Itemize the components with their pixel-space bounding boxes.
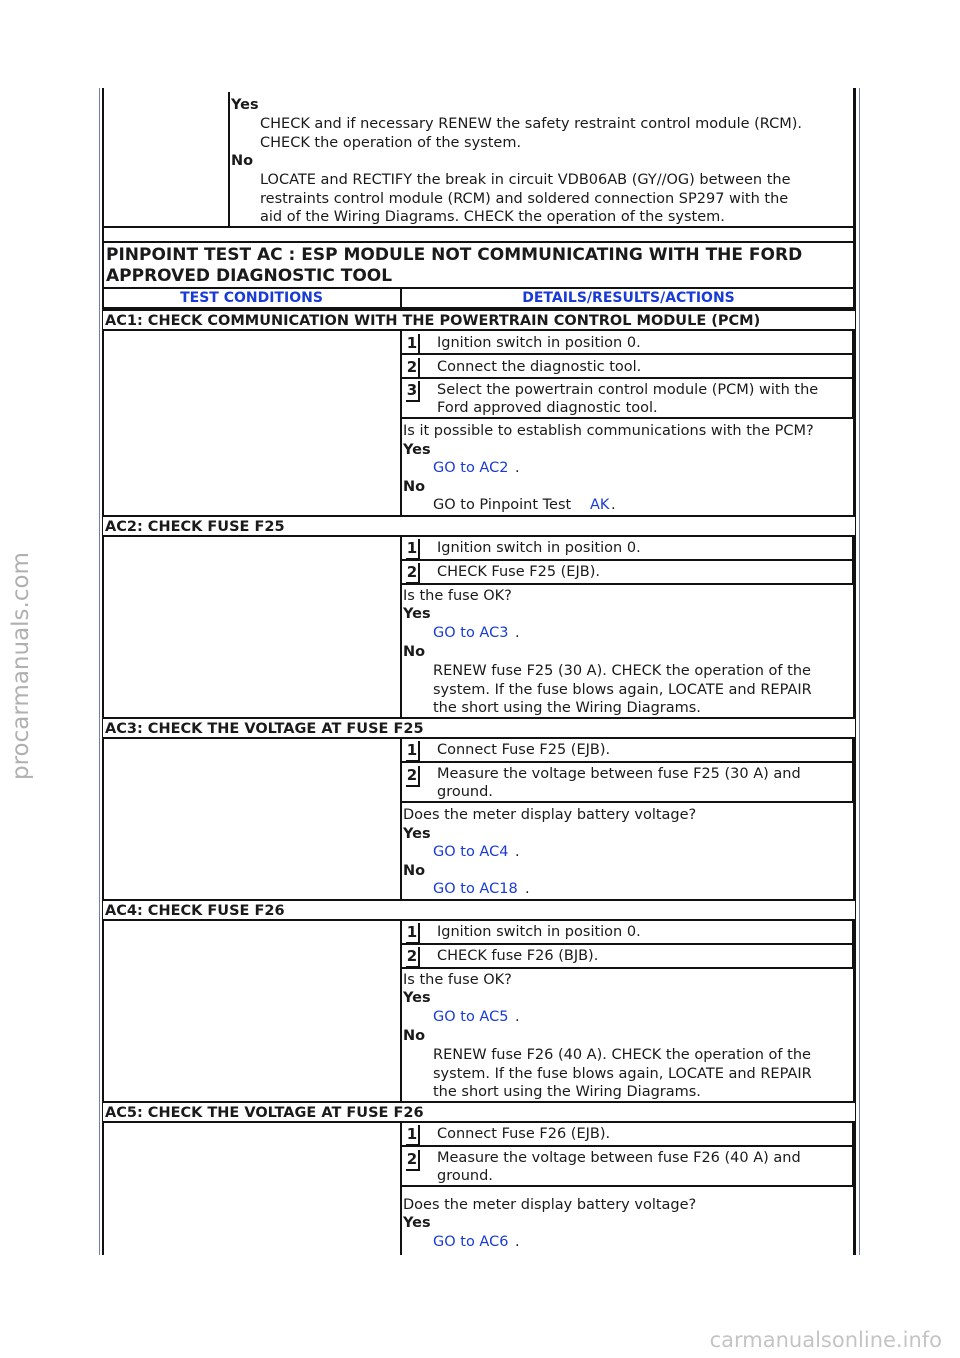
pinpoint-title-line1: PINPOINT TEST AC : ESP MODULE NOT COMMUNICATING WITH THE FORD: [106, 245, 803, 265]
ac1-no-label: No: [403, 479, 426, 495]
step-number: 2: [406, 947, 420, 968]
step-number: 1: [406, 923, 420, 944]
step-number: 2: [406, 358, 420, 379]
ac3-yes-period: .: [515, 844, 520, 860]
left-outer-border: [99, 88, 100, 1255]
ac3-step2-line1: Measure the voltage between fuse F25 (30 A) and: [437, 766, 801, 782]
ac3-heading: AC3: CHECK THE VOLTAGE AT FUSE F25: [103, 717, 855, 739]
ac1-yes-label: Yes: [403, 442, 431, 458]
ac2-yes-link[interactable]: GO to AC3: [433, 625, 509, 641]
right-outer-border: [859, 88, 860, 1255]
ac1-step2: Connect the diagnostic tool.: [437, 359, 642, 375]
ac3-yes-link[interactable]: GO to AC4: [433, 844, 509, 860]
ac2-step2: CHECK Fuse F25 (EJB).: [437, 564, 600, 580]
ac2-question: Is the fuse OK?: [403, 588, 512, 604]
side-watermark: procarmanuals.com: [8, 552, 34, 780]
ac4-no-line3: the short using the Wiring Diagrams.: [433, 1084, 701, 1100]
ac1-yes-link[interactable]: GO to AC2: [433, 460, 509, 476]
ac2-step1: Ignition switch in position 0.: [437, 540, 641, 556]
top-yes-line2: CHECK the operation of the system.: [260, 135, 522, 151]
ac4-yes-link[interactable]: GO to AC5: [433, 1009, 509, 1025]
ac3-no-link[interactable]: GO to AC18: [433, 881, 518, 897]
ac3-question: Does the meter display battery voltage?: [403, 807, 697, 823]
step-number: 1: [406, 334, 420, 355]
ac2-yes-period: .: [515, 625, 520, 641]
top-yes-line1: CHECK and if necessary RENEW the safety restraint control module (RCM).: [260, 116, 803, 132]
ac5-yes-link[interactable]: GO to AC6: [433, 1234, 509, 1250]
ac5-step2-line1: Measure the voltage between fuse F26 (40 A) and: [437, 1150, 801, 1166]
top-no-line2: restraints control module (RCM) and soldered connection SP297 with the: [260, 191, 789, 207]
top-block-divider: [228, 92, 230, 228]
top-no-line1: LOCATE and RECTIFY the break in circuit VDB06AB (GY//OG) between the: [260, 172, 791, 188]
ac5-step2-line2: ground.: [437, 1168, 493, 1184]
ac2-no-label: No: [403, 644, 426, 660]
ac1-question: Is it possible to establish communications with the PCM?: [403, 423, 814, 439]
step-number: 3: [406, 381, 420, 402]
ac2-no-line2: system. If the fuse blows again, LOCATE and REPAIR: [433, 682, 812, 698]
top-no-line3: aid of the Wiring Diagrams. CHECK the operation of the system.: [260, 209, 725, 225]
ac1-step1: Ignition switch in position 0.: [437, 335, 641, 351]
ac1-no-period: .: [611, 497, 616, 513]
ac2-heading: AC2: CHECK FUSE F25: [103, 515, 855, 537]
step-number: 1: [406, 539, 420, 560]
left-inner-border: [102, 88, 104, 1255]
ac3-no-label: No: [403, 863, 426, 879]
ac5-step1: Connect Fuse F26 (EJB).: [437, 1126, 611, 1142]
ac1-step3-line1: Select the powertrain control module (PCM) with the: [437, 382, 819, 398]
pinpoint-top-rule: [103, 241, 855, 243]
ac1-step3-line2: Ford approved diagnostic tool.: [437, 400, 658, 416]
top-no-label: No: [231, 153, 254, 169]
step-number: 2: [406, 766, 420, 787]
ac4-question: Is the fuse OK?: [403, 972, 512, 988]
ac4-yes-label: Yes: [403, 990, 431, 1006]
step-number: 1: [406, 1125, 420, 1146]
top-yes-label: Yes: [231, 97, 259, 113]
step-number: 1: [406, 741, 420, 762]
ac5-heading: AC5: CHECK THE VOLTAGE AT FUSE F26: [103, 1101, 855, 1123]
ac2-no-line1: RENEW fuse F25 (30 A). CHECK the operation of the: [433, 663, 811, 679]
ac2-no-line3: the short using the Wiring Diagrams.: [433, 700, 701, 716]
ac5-question: Does the meter display battery voltage?: [403, 1197, 697, 1213]
ac4-no-label: No: [403, 1028, 426, 1044]
ac3-step2-line2: ground.: [437, 784, 493, 800]
right-inner-border: [853, 88, 856, 1255]
ac4-no-line2: system. If the fuse blows again, LOCATE and REPAIR: [433, 1066, 812, 1082]
ac5-yes-period: .: [515, 1234, 520, 1250]
footer-watermark: carmanualsonline.info: [709, 1328, 942, 1352]
step-number: 2: [406, 1150, 420, 1171]
step-number: 2: [406, 563, 420, 584]
ac4-no-line1: RENEW fuse F26 (40 A). CHECK the operation of the: [433, 1047, 811, 1063]
ac1-no-link[interactable]: AK: [590, 497, 610, 513]
ac3-no-period: .: [525, 881, 530, 897]
ac1-heading: AC1: CHECK COMMUNICATION WITH THE POWERTRAIN CONTROL MODULE (PCM): [103, 309, 855, 331]
ac3-yes-label: Yes: [403, 826, 431, 842]
ac4-heading: AC4: CHECK FUSE F26: [103, 899, 855, 921]
ac2-yes-label: Yes: [403, 606, 431, 622]
ac5-yes-label: Yes: [403, 1215, 431, 1231]
ac1-no-text: GO to Pinpoint Test: [433, 497, 572, 513]
ac3-step1: Connect Fuse F25 (EJB).: [437, 742, 611, 758]
col-details: DETAILS/RESULTS/ACTIONS: [522, 290, 735, 306]
ac4-step1: Ignition switch in position 0.: [437, 924, 641, 940]
ac4-step2: CHECK fuse F26 (BJB).: [437, 948, 599, 964]
pinpoint-title-line2: APPROVED DIAGNOSTIC TOOL: [106, 266, 393, 286]
col-test-conditions: TEST CONDITIONS: [180, 290, 323, 306]
ac1-yes-period: .: [515, 460, 520, 476]
ac4-yes-period: .: [515, 1009, 520, 1025]
